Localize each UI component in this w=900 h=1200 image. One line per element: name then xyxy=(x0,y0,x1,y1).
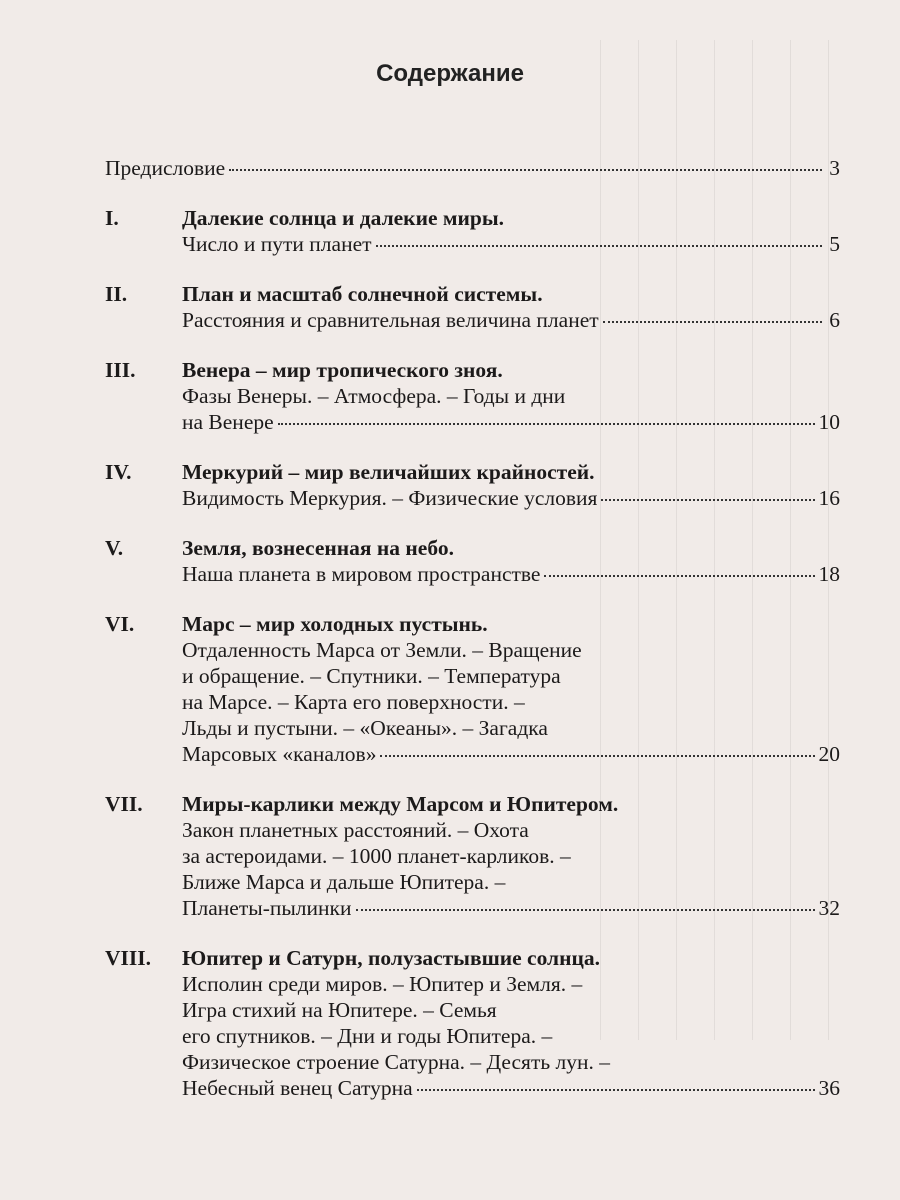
chapter-number: II. xyxy=(105,282,128,306)
chapter-title: Юпитер и Сатурн, полузастывшие солнца. xyxy=(182,946,601,970)
chapter-subtopics: Физическое строение Сатурна. – Десять лун. – xyxy=(182,1050,611,1074)
toc-entry-preface[interactable] xyxy=(105,155,840,181)
page-title: Содержание xyxy=(376,60,524,87)
dot-leader xyxy=(278,423,815,425)
chapter-subtopics: на Венере xyxy=(182,410,274,434)
page-number: 3 xyxy=(829,156,840,180)
chapter-subtopics: Исполин среди миров. – Юпитер и Земля. – xyxy=(182,972,583,996)
chapter-subtopics: за астероидами. – 1000 планет-карликов. – xyxy=(182,844,571,868)
dot-leader xyxy=(376,245,822,247)
toc-entry-chapter[interactable] xyxy=(105,611,840,767)
chapter-number: IV. xyxy=(105,460,132,484)
chapter-number: III. xyxy=(105,358,136,382)
toc-entry-chapter[interactable] xyxy=(105,281,840,333)
chapter-subtopics: Отдаленность Марса от Земли. – Вращение xyxy=(182,638,582,662)
chapter-subtopics: Небесный венец Сатурна xyxy=(182,1076,413,1100)
chapter-title: Венера – мир тропического зноя. xyxy=(182,358,503,382)
page-number: 36 xyxy=(818,1076,840,1100)
chapter-subtopics: Марсовых «каналов» xyxy=(182,742,377,766)
chapter-subtopics: Планеты-пылинки xyxy=(182,896,352,920)
dot-leader xyxy=(544,575,814,577)
dot-leader xyxy=(356,909,815,911)
dot-leader xyxy=(380,755,814,757)
chapter-number: VI. xyxy=(105,612,135,636)
page-number: 16 xyxy=(818,486,840,510)
page-number: 32 xyxy=(818,896,840,920)
page-number: 6 xyxy=(829,308,840,332)
chapter-subtopics: и обращение. – Спутники. – Температура xyxy=(182,664,561,688)
chapter-title: План и масштаб солнечной системы. xyxy=(182,282,543,306)
chapter-subtopics: Наша планета в мировом пространстве xyxy=(182,562,541,586)
dot-leader xyxy=(603,321,822,323)
page-number: 10 xyxy=(818,410,840,434)
chapter-subtopics: Закон планетных расстояний. – Охота xyxy=(182,818,529,842)
chapter-subtopics: его спутников. – Дни и годы Юпитера. – xyxy=(182,1024,553,1048)
chapter-number: VII. xyxy=(105,792,143,816)
chapter-title: Марс – мир холодных пустынь. xyxy=(182,612,488,636)
chapter-subtopics: Видимость Меркурия. – Физические условия xyxy=(182,486,598,510)
chapter-number: V. xyxy=(105,536,124,560)
dot-leader xyxy=(417,1089,815,1091)
chapter-title: Далекие солнца и далекие миры. xyxy=(182,206,505,230)
chapter-subtopics: на Марсе. – Карта его поверхности. – xyxy=(182,690,525,714)
chapter-title: Миры-карлики между Марсом и Юпитером. xyxy=(182,792,619,816)
chapter-title: Меркурий – мир величайших крайностей. xyxy=(182,460,595,484)
toc-entry-chapter[interactable] xyxy=(105,791,840,921)
chapter-subtopics: Число и пути планет xyxy=(182,232,372,256)
page-number: 5 xyxy=(829,232,840,256)
chapter-subtopics: Фазы Венеры. – Атмосфера. – Годы и дни xyxy=(182,384,566,408)
page-number: 18 xyxy=(818,562,840,586)
chapter-subtopics: Ближе Марса и дальше Юпитера. – xyxy=(182,870,506,894)
dot-leader xyxy=(601,499,814,501)
dot-leader xyxy=(229,169,822,171)
chapter-subtopics: Игра стихий на Юпитере. – Семья xyxy=(182,998,497,1022)
chapter-number: I. xyxy=(105,206,119,230)
table-of-contents xyxy=(105,140,840,1101)
chapter-subtopics: Расстояния и сравнительная величина планет xyxy=(182,308,599,332)
toc-entry-chapter[interactable] xyxy=(105,459,840,511)
entry-label: Предисловие xyxy=(105,156,226,180)
chapter-title: Земля, вознесенная на небо. xyxy=(182,536,454,560)
toc-entry-chapter[interactable] xyxy=(105,945,840,1101)
toc-entry-chapter[interactable] xyxy=(105,357,840,435)
page-number: 20 xyxy=(818,742,840,766)
toc-entry-chapter[interactable] xyxy=(105,535,840,587)
chapter-subtopics: Льды и пустыни. – «Океаны». – Загадка xyxy=(182,716,548,740)
chapter-number: VIII. xyxy=(105,946,152,970)
toc-entry-chapter[interactable] xyxy=(105,205,840,257)
